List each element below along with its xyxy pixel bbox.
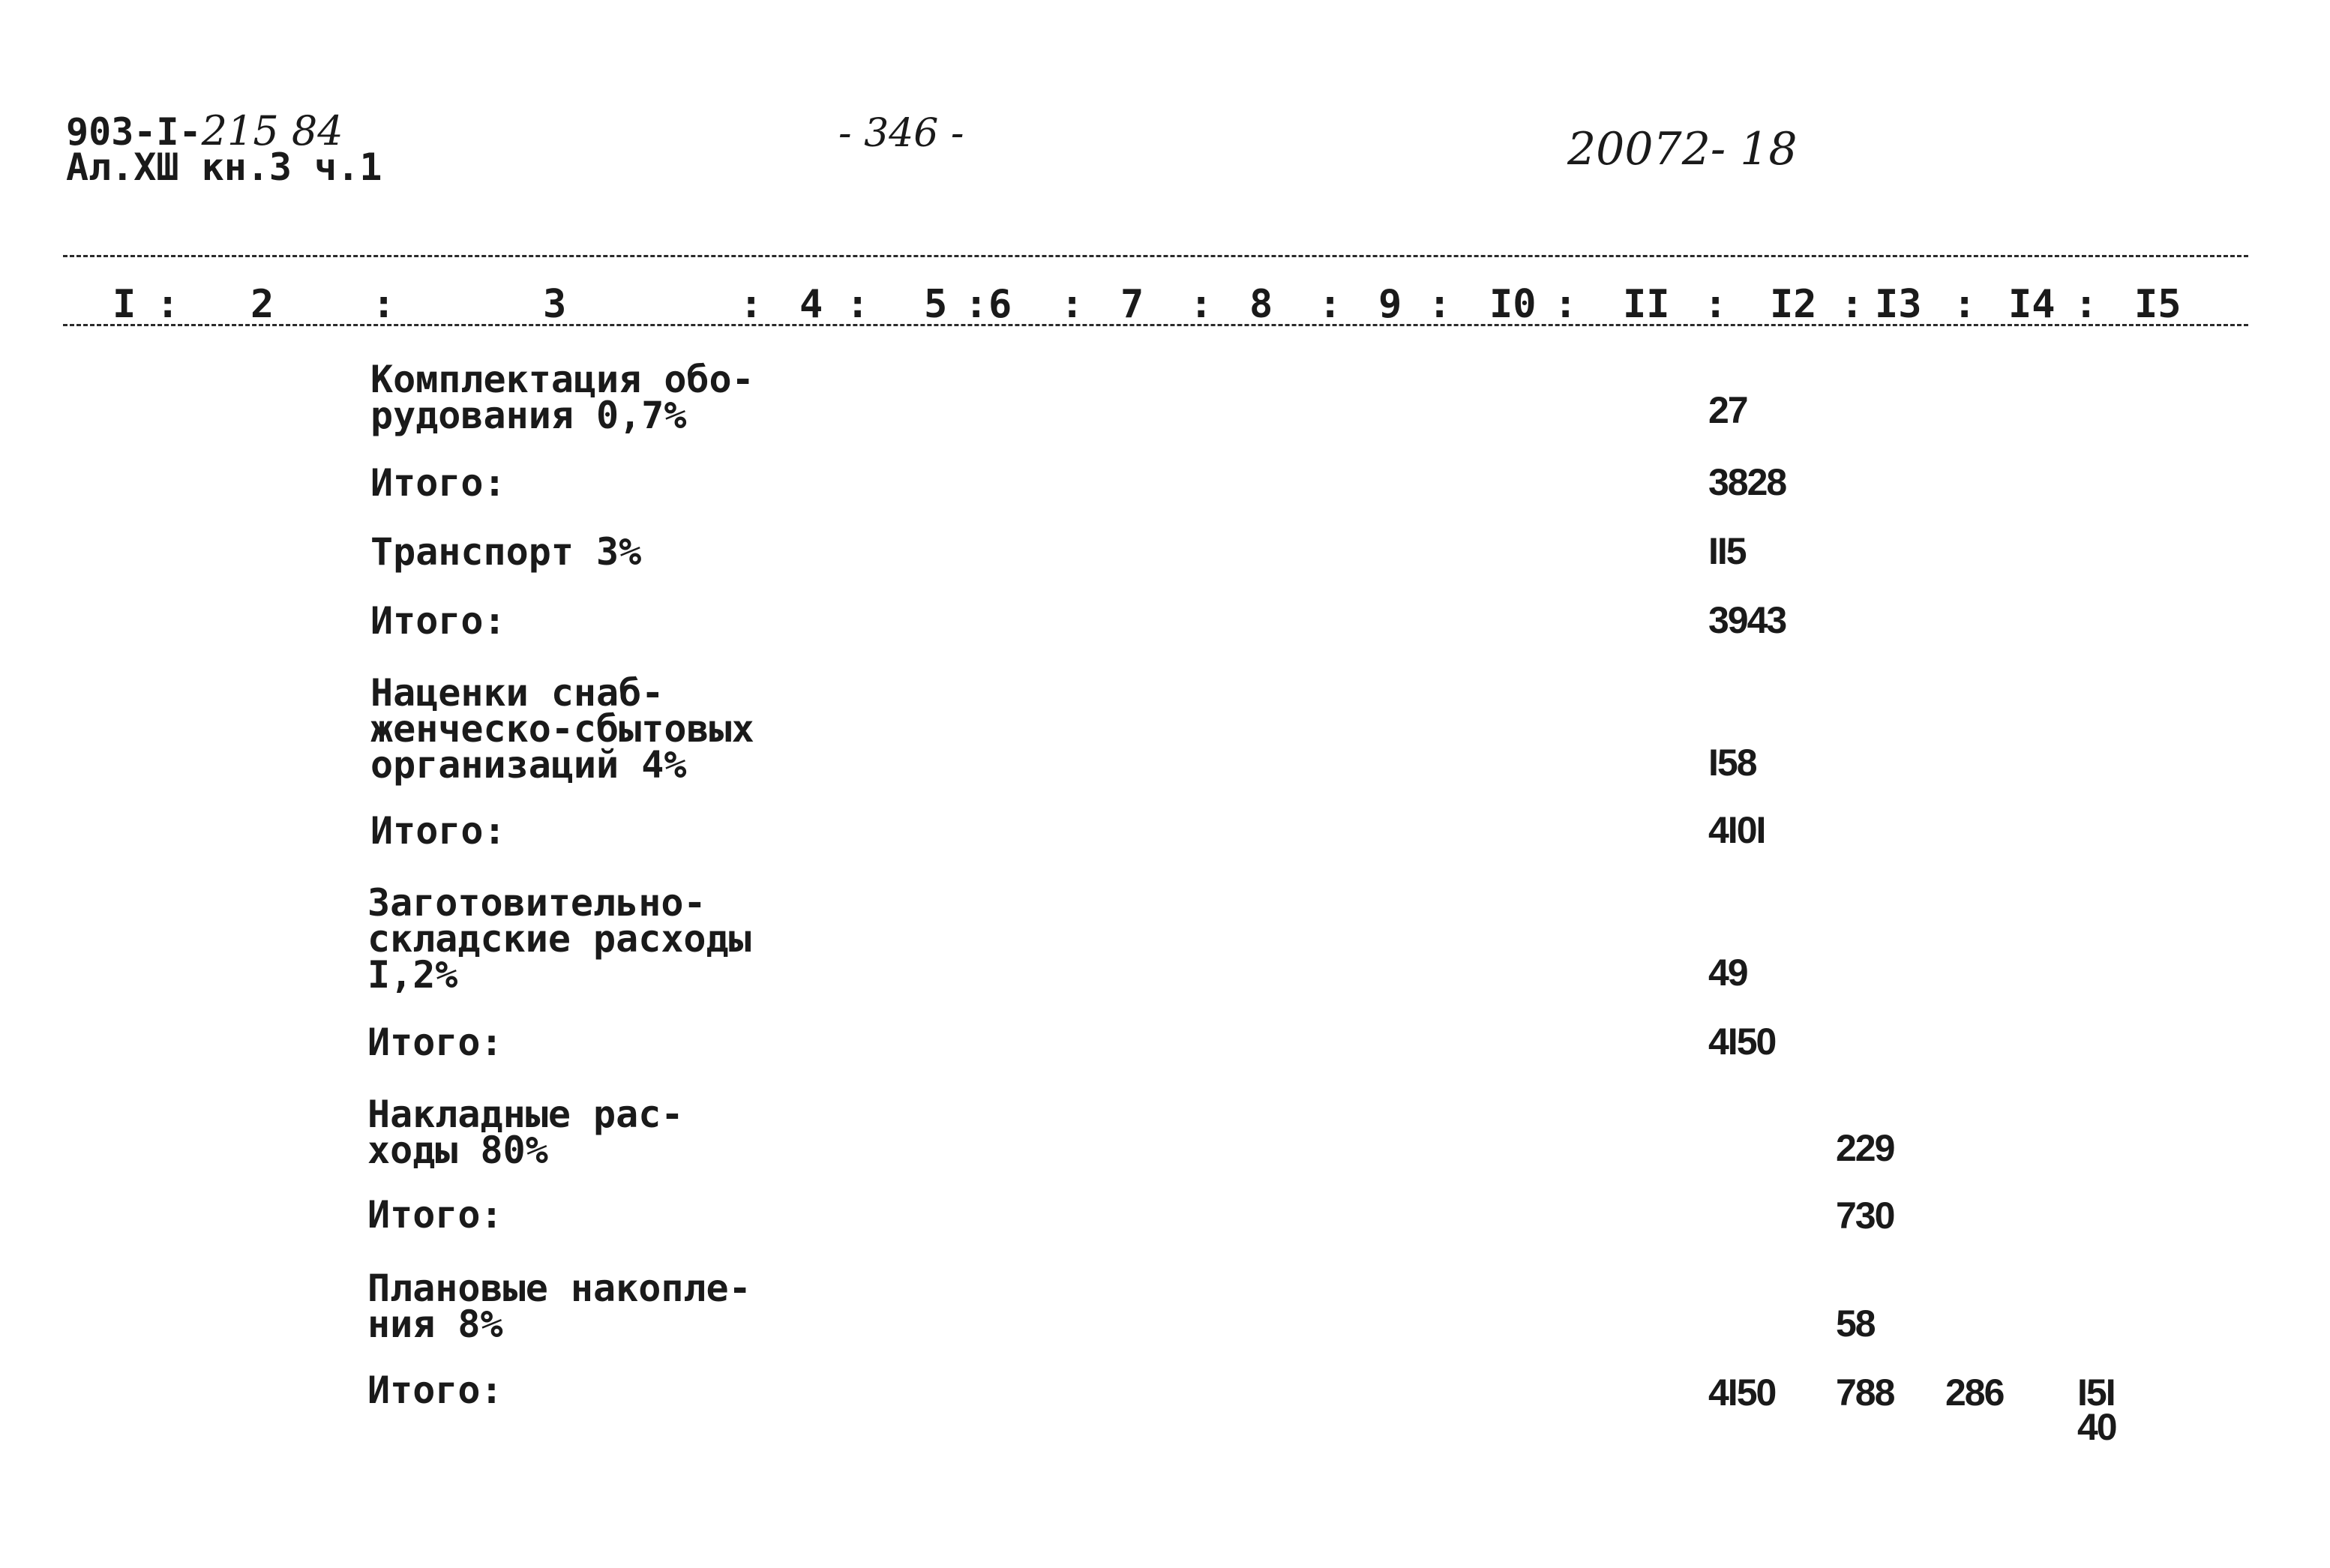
column-separator: : xyxy=(964,282,988,327)
column-separator: : xyxy=(1554,282,1578,327)
row-label xyxy=(370,461,506,505)
column-number: 8 xyxy=(1249,282,1273,327)
column-separator: : xyxy=(739,282,763,327)
column-number: 6 xyxy=(988,282,1012,327)
value-col-15-line: 40 xyxy=(2077,1406,2116,1448)
row-label-line: Заготовительно- xyxy=(367,881,706,925)
value-col-13: 229 xyxy=(1836,1127,1894,1169)
column-separator: : xyxy=(1704,282,1728,327)
column-number: 5 xyxy=(924,282,948,327)
column-number: I0 xyxy=(1489,282,1537,327)
table-top-rule xyxy=(63,255,2248,257)
column-separator: : xyxy=(846,282,870,327)
column-separator: : xyxy=(1318,282,1342,327)
column-separator: : xyxy=(372,282,396,327)
column-number: I4 xyxy=(2008,282,2056,327)
page-number: - 346 - xyxy=(838,111,964,156)
row-label-line: Итого: xyxy=(367,1193,503,1237)
row-label xyxy=(370,809,506,853)
value-col-15 xyxy=(2077,1372,2116,1448)
column-separator: : xyxy=(2074,282,2098,327)
sheet-code: 20072- 18 xyxy=(1567,123,1798,175)
row-label xyxy=(367,881,751,997)
column-number: I2 xyxy=(1770,282,1817,327)
row-label-line: Итого: xyxy=(367,1369,503,1412)
column-separator: : xyxy=(1428,282,1452,327)
row-label-line: I,2% xyxy=(367,953,458,997)
row-label-line: Итого: xyxy=(370,809,506,853)
value-col-12: II5 xyxy=(1708,530,1746,572)
column-separator: : xyxy=(1840,282,1864,327)
value-col-12: 3943 xyxy=(1708,599,1786,641)
document-code-printed: 903-I- xyxy=(66,110,202,154)
row-label xyxy=(367,1193,503,1237)
value-col-12: 4I50 xyxy=(1708,1021,1776,1063)
row-label-line: Накладные рас- xyxy=(367,1093,684,1136)
column-number: 4 xyxy=(799,282,823,327)
row-label-line: Транспорт 3% xyxy=(370,530,642,574)
column-number: II xyxy=(1623,282,1670,327)
value-col-12: 4I0I xyxy=(1708,809,1765,851)
row-label xyxy=(370,599,506,643)
row-label xyxy=(370,671,754,787)
column-number: I xyxy=(112,282,136,327)
value-col-12: 4I50 xyxy=(1708,1372,1776,1414)
column-number: 9 xyxy=(1378,282,1402,327)
column-number: 3 xyxy=(543,282,567,327)
row-label xyxy=(367,1021,503,1064)
row-label-line: рудования 0,7% xyxy=(370,394,687,437)
column-separator: : xyxy=(1060,282,1084,327)
row-label xyxy=(367,1093,684,1172)
value-col-14: 286 xyxy=(1945,1372,2004,1414)
row-label xyxy=(367,1267,751,1346)
value-col-12: I58 xyxy=(1708,742,1756,784)
row-label-line: Наценки снаб- xyxy=(370,671,664,715)
column-number: 2 xyxy=(250,282,274,327)
column-separator: : xyxy=(1189,282,1213,327)
column-number: I5 xyxy=(2134,282,2182,327)
row-label-line: складские расходы xyxy=(367,917,751,961)
row-label-line: Комплектация обо- xyxy=(370,358,754,401)
value-col-12: 49 xyxy=(1708,952,1747,994)
album-line: Ал.XШ кн.3 ч.1 xyxy=(66,145,382,189)
document-code-handwritten: 215 84 xyxy=(201,107,343,154)
row-label-line: Итого: xyxy=(367,1021,503,1064)
value-col-15-line: I5I xyxy=(2077,1372,2115,1414)
value-col-13: 788 xyxy=(1836,1372,1894,1414)
value-col-12: 27 xyxy=(1708,389,1747,431)
row-label-line: организаций 4% xyxy=(370,743,687,787)
column-number: 7 xyxy=(1120,282,1144,327)
value-col-13: 58 xyxy=(1836,1303,1875,1345)
row-label-line: ния 8% xyxy=(367,1303,503,1346)
row-label xyxy=(367,1369,503,1412)
column-number: I3 xyxy=(1875,282,1922,327)
row-label xyxy=(370,530,642,574)
value-col-12: 3828 xyxy=(1708,461,1786,503)
row-label-line: Итого: xyxy=(370,461,506,505)
value-col-13: 730 xyxy=(1836,1195,1894,1237)
row-label-line: женческо-сбытовых xyxy=(370,707,754,751)
column-separator: : xyxy=(1953,282,1977,327)
row-label-line: Плановые накопле- xyxy=(367,1267,751,1310)
row-label-line: ходы 80% xyxy=(367,1129,548,1172)
row-label xyxy=(370,358,754,437)
row-label-line: Итого: xyxy=(370,599,506,643)
column-separator: : xyxy=(156,282,180,327)
